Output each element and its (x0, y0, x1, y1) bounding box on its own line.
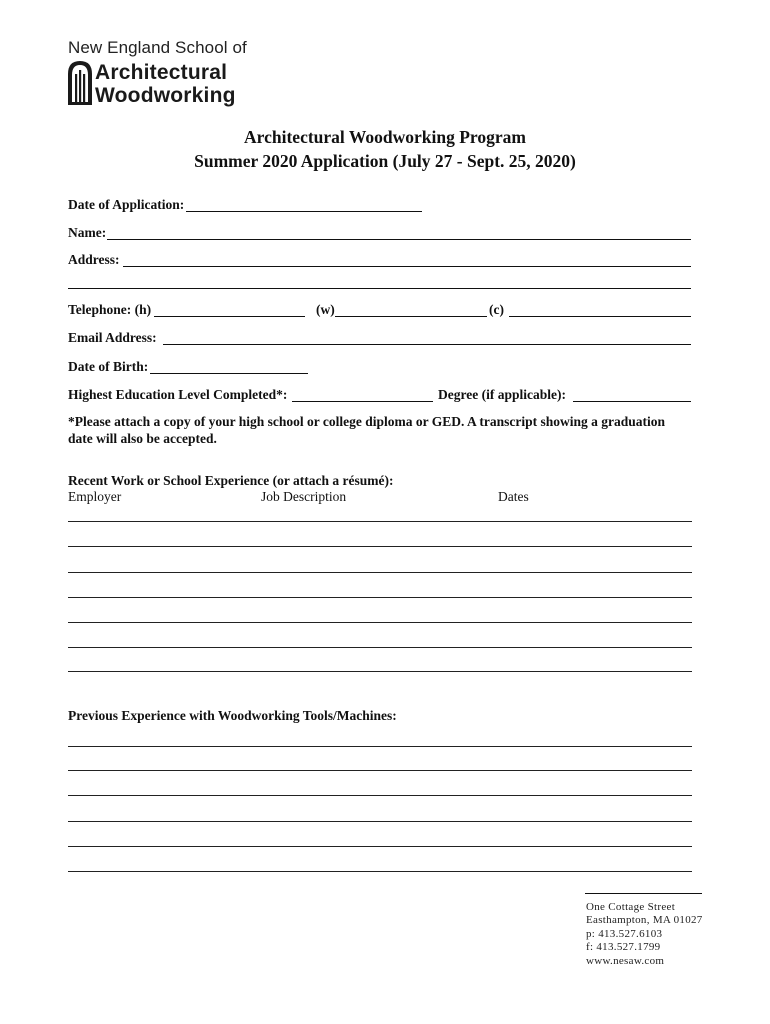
experience-line[interactable] (68, 546, 692, 547)
name-field[interactable] (107, 239, 691, 240)
education-label: Highest Education Level Completed*: (68, 387, 288, 402)
dates-column-header: Dates (498, 489, 529, 504)
telephone-work-field[interactable] (335, 316, 487, 317)
address-field-line2[interactable] (68, 288, 691, 289)
name-label: Name: (68, 225, 107, 240)
telephone-work-label: (w) (316, 302, 335, 317)
telephone-home-field[interactable] (154, 316, 305, 317)
experience-line[interactable] (68, 622, 692, 623)
arched-window-icon (67, 60, 93, 106)
tools-line[interactable] (68, 846, 692, 847)
experience-line[interactable] (68, 647, 692, 648)
telephone-home-label: Telephone: (h) (68, 302, 152, 317)
footer-phone: p: 413.527.6103 (586, 927, 663, 940)
footer-divider (585, 893, 702, 894)
footer-fax: f: 413.527.1799 (586, 941, 661, 954)
tools-line[interactable] (68, 770, 692, 771)
school-logo (67, 38, 267, 110)
telephone-cell-label: (c) (489, 302, 504, 317)
footer-website[interactable]: www.nesaw.com (586, 954, 665, 967)
address-label: Address: (68, 252, 120, 267)
tools-heading: Previous Experience with Woodworking Tools/Machines: (68, 708, 397, 723)
tools-line[interactable] (68, 795, 692, 796)
diploma-note: *Please attach a copy of your high school or college diploma or GED. A transcript showing a graduation date will also be accepted. (68, 414, 666, 446)
experience-line[interactable] (68, 572, 692, 573)
degree-field[interactable] (573, 401, 691, 402)
email-field[interactable] (163, 344, 691, 345)
tools-line[interactable] (68, 871, 692, 872)
experience-line[interactable] (68, 521, 692, 522)
experience-line[interactable] (68, 597, 692, 598)
employer-column-header: Employer (68, 489, 122, 504)
logo-line-architectural: Architectural (95, 61, 228, 84)
address-field-line1[interactable] (123, 266, 691, 267)
date-of-application-label: Date of Application: (68, 197, 185, 212)
footer-city: Easthampton, MA 01027 (586, 914, 703, 927)
footer-address-block (586, 901, 703, 968)
logo-line-woodworking: Woodworking (95, 84, 236, 107)
tools-line[interactable] (68, 746, 692, 747)
experience-heading: Recent Work or School Experience (or attach a résumé): (68, 473, 394, 488)
experience-line[interactable] (68, 671, 692, 672)
date-of-application-field[interactable] (186, 211, 422, 212)
degree-label: Degree (if applicable): (438, 387, 566, 402)
job-description-column-header: Job Description (261, 489, 347, 504)
program-title: Architectural Woodworking Program (244, 127, 526, 147)
logo-school-prefix: New England School of (68, 38, 247, 57)
telephone-cell-field[interactable] (509, 316, 691, 317)
footer-street: One Cottage Street (586, 901, 676, 913)
application-title: Summer 2020 Application (July 27 - Sept. 25, 2020) (194, 151, 576, 171)
dob-field[interactable] (150, 373, 308, 374)
education-field[interactable] (292, 401, 433, 402)
dob-label: Date of Birth: (68, 359, 149, 374)
email-label: Email Address: (68, 330, 157, 345)
tools-line[interactable] (68, 821, 692, 822)
